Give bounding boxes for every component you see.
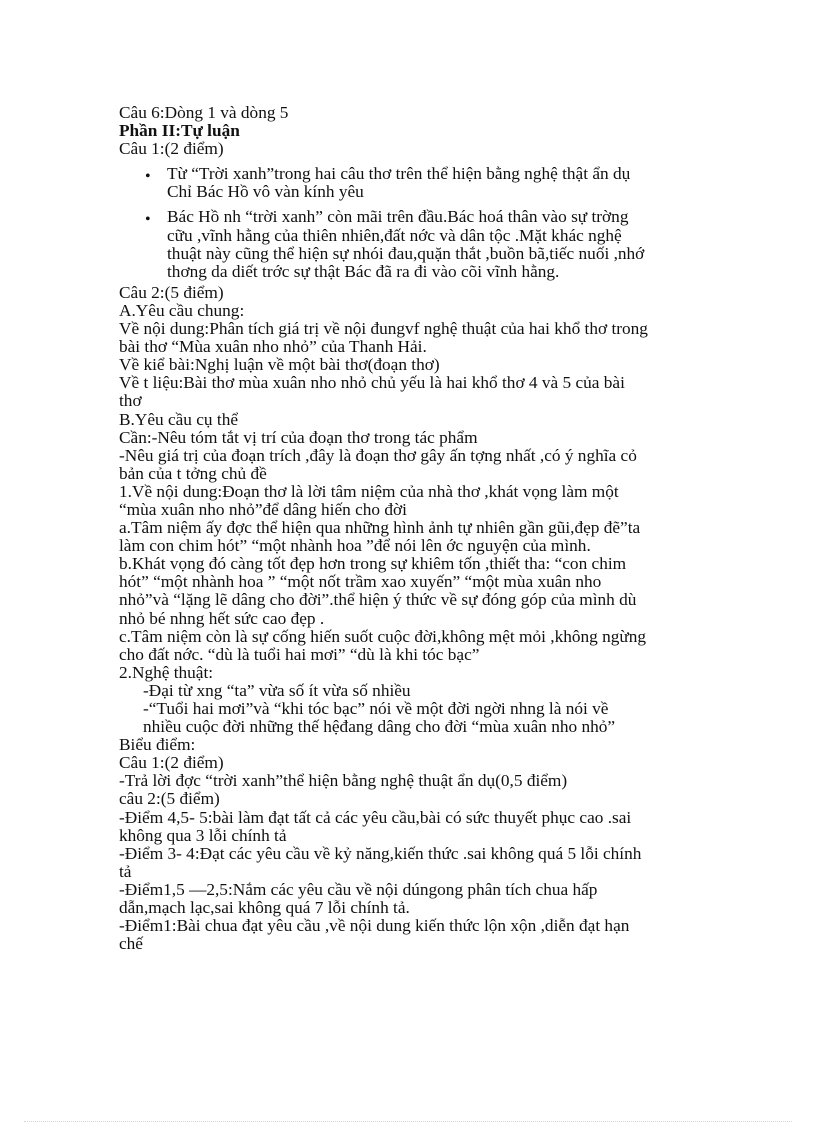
body-line: nhỏ bé nhng hết sức cao đẹp .	[119, 608, 325, 628]
body-line: thơ	[119, 391, 142, 411]
body-line: làm con chim hót” “một nhành hoa ”để nói lên ớc nguyện của mình.	[119, 536, 591, 556]
body-line: a.Tâm niệm ấy đợc thể hiện qua những hình ảnh tự nhiên gần gũi,đẹp đẽ”ta	[119, 518, 641, 538]
document-page	[119, 104, 699, 953]
section-heading: Phần II:Tự luận	[119, 121, 240, 141]
body-line: c.Tâm niệm còn là sự cống hiến suốt cuộc đời,không mệt mỏi ,không ngừng	[119, 626, 647, 646]
scoring-line: câu 2:(5 điểm)	[119, 789, 220, 809]
body-line: b.Khát vọng đó càng tốt đẹp hơn trong sự khiêm tốn ,thiết tha: “con chim	[119, 554, 627, 574]
scoring-line: tả	[119, 861, 132, 881]
body-line: Về kiể bài:Nghị luận về một bài thơ(đoạn thơ)	[119, 355, 440, 375]
scoring-line: -Trả lời đợc “trời xanh”thể hiện bằng nghệ thuật ẩn dụ(0,5 điểm)	[119, 771, 568, 791]
bullet-line: thơng da diết trớc sự thật Bác đã ra đi vào cõi vĩnh hằng.	[167, 261, 560, 281]
body-line: Về t liệu:Bài thơ mùa xuân nho nhỏ chủ yếu là hai khổ thơ 4 và 5 của bài	[119, 373, 625, 393]
page-bottom-divider	[24, 1121, 792, 1122]
scoring-line: -Điểm1,5 —2,5:Nắm các yêu cầu về nội dúngong phân tích chua hấp	[119, 879, 598, 899]
scoring-line: -Điểm 4,5- 5:bài làm đạt tất cả các yêu cầu,bài có sức thuyết phục cao .sai	[119, 807, 632, 827]
bullet-line: thuật này cũng thể hiện sự nhói đau,quặn thắt ,buồn bã,tiếc nuối ,nhớ	[167, 243, 645, 263]
body-line: A.Yêu cầu chung:	[119, 300, 245, 320]
scoring-line: Biểu điểm:	[119, 735, 196, 755]
body-line: nhỏ”và “lặng lẽ dâng cho đời”.thể hiện ý thức về sự đóng góp của mình dù	[119, 590, 637, 610]
bullet-line: Từ “Trời xanh”trong hai câu thơ trên thể hiện bằng nghệ thật ẩn dụ	[167, 164, 631, 184]
bullet-icon: •	[145, 168, 151, 186]
body-line: Cần:-Nêu tóm tắt vị trí của đoạn thơ trong tác phẩm	[119, 427, 478, 447]
body-line: Về nội dung:Phân tích giá trị về nội đungvf nghệ thuật của hai khổ thơ trong	[119, 319, 648, 339]
bullet-item	[119, 165, 699, 201]
bullet-line: Bác Hồ nh “trời xanh” còn mãi trên đầu.Bác hoá thân vào sự trờng	[167, 207, 629, 227]
bullet-item	[119, 208, 699, 280]
body-line: bài thơ “Mùa xuân nho nhỏ” của Thanh Hải.	[119, 337, 427, 357]
bullet-icon: •	[145, 211, 151, 229]
body-line: bản của t tởng chủ đề	[119, 463, 267, 483]
body-line: Câu 2:(5 điểm)	[119, 282, 224, 302]
scoring-line: -Điểm 3- 4:Đạt các yêu cầu về kỷ năng,kiến thức .sai không quá 5 lỗi chính	[119, 843, 642, 863]
body-line: -Nêu giá trị của đoạn trích ,đây là đoạn thơ gây ấn tợng nhất ,có ý nghĩa cỏ	[119, 445, 637, 465]
body-line: B.Yêu cầu cụ thể	[119, 409, 239, 429]
body-line: 2.Nghệ thuật:	[119, 662, 214, 682]
indented-line: -“Tuổi hai mơi”và “khi tóc bạc” nói về một đời ngời nhng là nói về	[143, 699, 609, 718]
bullet-line: cữu ,vĩnh hằng của thiên nhiên,đất nớc và dân tộc .Mặt khác nghệ	[167, 225, 622, 245]
question-1-heading: Câu 1:(2 điểm)	[119, 139, 224, 159]
indented-line: nhiều cuộc đời những thế hệđang dâng cho đời “mùa xuân nho nhỏ”	[143, 717, 616, 737]
bullet-line: Chỉ Bác Hồ vô vàn kính yêu	[167, 182, 364, 202]
body-line: cho đất nớc. “dù là tuổi hai mơi” “dù là khi tóc bạc”	[119, 644, 480, 664]
question-6-answer: Câu 6:Dòng 1 và dòng 5	[119, 103, 289, 122]
scoring-line: -Điểm1:Bài chua đạt yêu cầu ,về nội dung kiến thức lộn xộn ,diễn đạt hạn	[119, 916, 630, 936]
body-line: 1.Về nội dung:Đoạn thơ là lời tâm niệm của nhà thơ ,khát vọng làm một	[119, 481, 619, 501]
indented-line: -Đại từ xng “ta” vừa số ít vừa số nhiều	[143, 680, 411, 700]
body-line: hót” “một nhành hoa ” “một nốt trầm xao xuyến” “một mùa xuân nho	[119, 572, 602, 592]
scoring-line: dẫn,mạch lạc,sai không quá 7 lỗi chính tả.	[119, 898, 410, 918]
scoring-line: Câu 1:(2 điểm)	[119, 753, 224, 773]
scoring-line: chế	[119, 934, 143, 954]
scoring-line: không qua 3 lỗi chính tả	[119, 825, 287, 845]
body-line: “mùa xuân nho nhỏ”để dâng hiến cho đời	[119, 499, 407, 519]
